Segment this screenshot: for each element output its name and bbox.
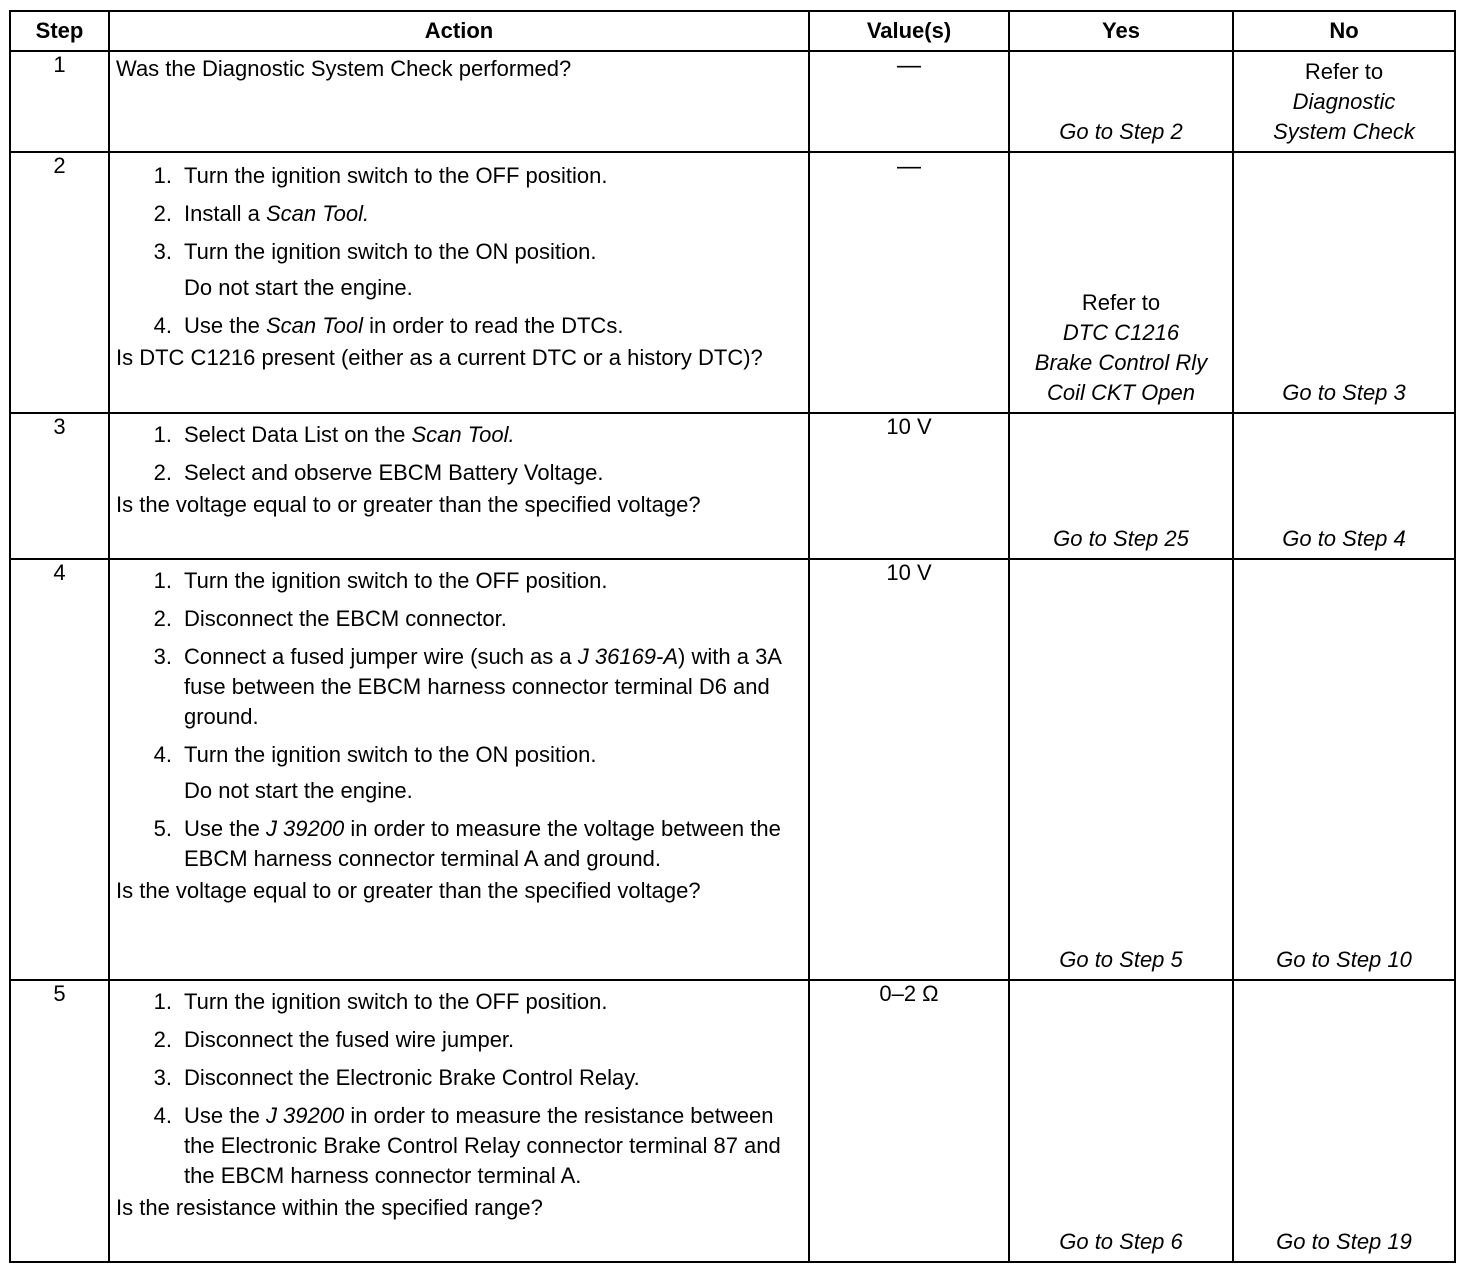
action-cell: [109, 559, 809, 980]
list-item-note: Do not start the engine.: [184, 275, 413, 300]
action-cell: [109, 413, 809, 559]
list-item: 1. Select Data List on the Scan Tool.: [153, 422, 515, 447]
table-row-step-1: [10, 51, 1455, 152]
list-item: 5. Use the J 39200 in order to measure the voltage between the EBCM harness connector terminal A and ground.: [153, 816, 781, 871]
value-text: —: [897, 52, 921, 79]
header-values: Value(s): [809, 11, 1009, 51]
table-row-step-5: [10, 980, 1455, 1262]
header-yes: Yes: [1009, 11, 1233, 51]
question-text: Was the Diagnostic System Check performed?: [116, 56, 572, 81]
yes-cell: [1009, 51, 1233, 152]
yes-text: Go to Step 6: [1059, 1229, 1183, 1254]
list-item: 1. Turn the ignition switch to the OFF position.: [153, 568, 608, 593]
list-item: 2. Install a Scan Tool.: [153, 201, 370, 226]
no-cell: [1233, 51, 1455, 152]
question-text: Is the resistance within the specified range?: [116, 1195, 543, 1220]
value-cell: [809, 152, 1009, 413]
list-item: 4. Use the Scan Tool in order to read the DTCs.: [153, 313, 624, 338]
no-reference-line-1: Diagnostic: [1292, 89, 1396, 114]
yes-text: Go to Step 25: [1053, 526, 1189, 551]
yes-cell: [1009, 413, 1233, 559]
diagnostic-table: [9, 10, 1456, 1263]
list-item: 2. Disconnect the EBCM connector.: [153, 606, 507, 631]
step-number: 4: [10, 559, 109, 980]
value-cell: [809, 413, 1009, 559]
value-cell: [809, 980, 1009, 1262]
no-text: Go to Step 10: [1276, 947, 1412, 972]
yes-text: Go to Step 5: [1059, 947, 1183, 972]
list-item: 1. Turn the ignition switch to the OFF position.: [153, 989, 608, 1014]
list-item-note: Do not start the engine.: [184, 778, 413, 803]
list-item: 3. Turn the ignition switch to the ON position.: [153, 239, 597, 264]
yes-reference-line-2: Brake Control Rly: [1034, 350, 1208, 375]
no-prefix: Refer to: [1304, 59, 1384, 84]
question-text: Is the voltage equal to or greater than the specified voltage?: [116, 492, 701, 517]
yes-cell: [1009, 559, 1233, 980]
step-number: 1: [10, 51, 109, 152]
question-text: Is DTC C1216 present (either as a current DTC or a history DTC)?: [116, 345, 763, 370]
no-reference-line-2: System Check: [1273, 119, 1415, 144]
action-cell: [109, 152, 809, 413]
no-cell: [1233, 413, 1455, 559]
yes-text: Go to Step 2: [1059, 119, 1183, 144]
list-item: 3. Disconnect the Electronic Brake Control Relay.: [153, 1065, 640, 1090]
table-row-step-4: [10, 559, 1455, 980]
list-item: 1. Turn the ignition switch to the OFF position.: [153, 163, 608, 188]
yes-reference-line-3: Coil CKT Open: [1047, 380, 1195, 405]
value-text: 10 V: [886, 414, 932, 439]
question-text: Is the voltage equal to or greater than the specified voltage?: [116, 878, 701, 903]
yes-cell: [1009, 152, 1233, 413]
list-item: 2. Disconnect the fused wire jumper.: [153, 1027, 515, 1052]
table-row-step-3: [10, 413, 1455, 559]
no-text: Go to Step 3: [1282, 380, 1406, 405]
value-text: —: [897, 153, 921, 180]
yes-reference-line-1: DTC C1216: [1062, 320, 1180, 345]
yes-prefix: Refer to: [1081, 290, 1161, 315]
table-row-step-2: [10, 152, 1455, 413]
action-cell: [109, 51, 809, 152]
list-item: 4. Turn the ignition switch to the ON position.: [153, 742, 597, 767]
header-action: Action: [109, 11, 809, 51]
yes-cell: [1009, 980, 1233, 1262]
no-cell: [1233, 152, 1455, 413]
header-row: [10, 11, 1455, 51]
step-number: 2: [10, 152, 109, 413]
no-text: Go to Step 19: [1276, 1229, 1412, 1254]
step-number: 5: [10, 980, 109, 1262]
list-item: 3. Connect a fused jumper wire (such as a J 36169-A) with a 3A fuse between the EBCM harness connector terminal D6 and ground.: [153, 644, 781, 729]
value-cell: [809, 559, 1009, 980]
header-step: Step: [10, 11, 109, 51]
step-number: 3: [10, 413, 109, 559]
action-cell: [109, 980, 809, 1262]
list-item: 2. Select and observe EBCM Battery Voltage.: [153, 460, 604, 485]
header-no: No: [1233, 11, 1455, 51]
value-text: 10 V: [886, 560, 932, 585]
list-item: 4. Use the J 39200 in order to measure the resistance between the Electronic Brake Control Relay connector terminal 87 and the EBCM harness connector terminal A.: [153, 1103, 781, 1188]
no-cell: [1233, 980, 1455, 1262]
no-cell: [1233, 559, 1455, 980]
no-text: Go to Step 4: [1282, 526, 1406, 551]
value-cell: [809, 51, 1009, 152]
value-text: 0–2 Ω: [879, 981, 939, 1006]
